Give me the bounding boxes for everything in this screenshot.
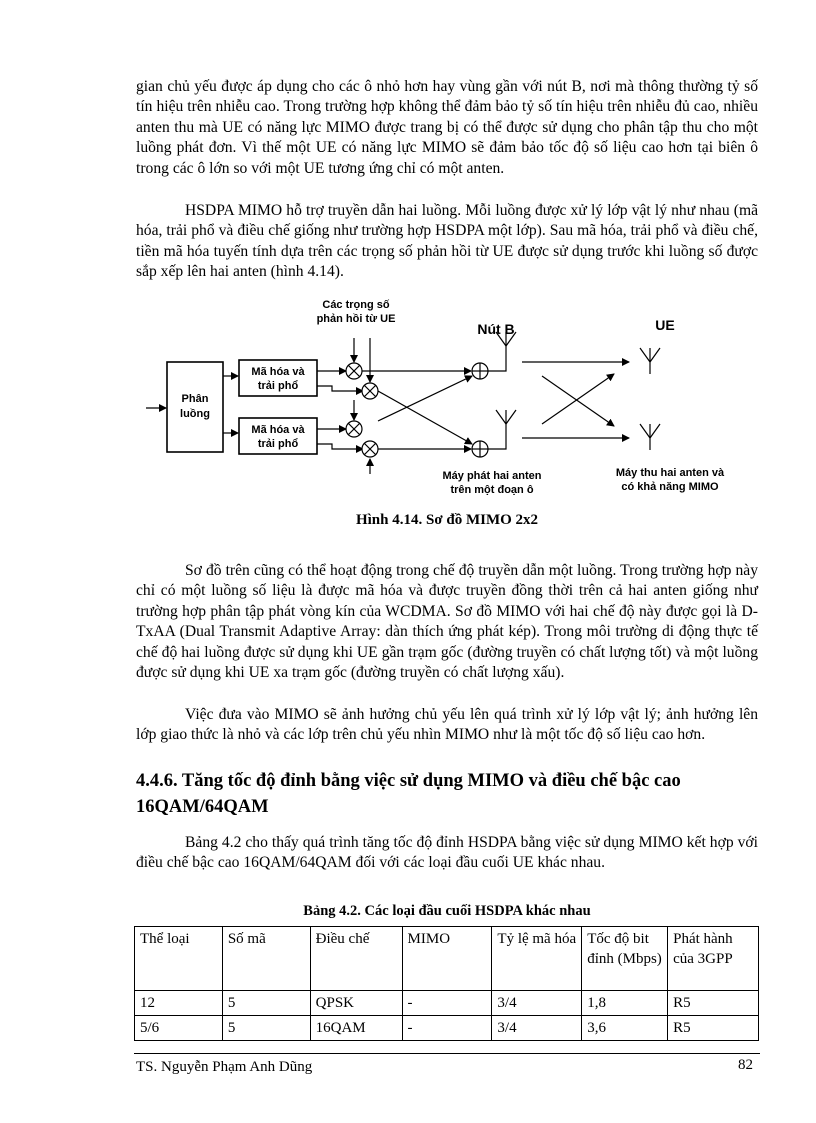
table-cell: 3,6 bbox=[582, 1016, 668, 1041]
table-header-cell: Thể loại bbox=[135, 927, 223, 991]
weights-label-line2: phản hồi từ UE bbox=[316, 313, 396, 325]
figure-caption: Hình 4.14. Sơ đồ MIMO 2x2 bbox=[355, 512, 539, 528]
table-cell: 5 bbox=[222, 1016, 310, 1041]
paragraph-4: Việc đưa vào MIMO sẽ ảnh hưởng chủ yếu lên quá trình xử lý lớp vật lý; ảnh hưởng lên lớp giao thức là nhỏ và các lớp trên chủ yếu nhìn MIMO như là một tốc độ số liệu cao hơn. bbox=[136, 706, 758, 744]
table-cell: 5/6 bbox=[135, 1016, 223, 1041]
multiplier-4 bbox=[362, 441, 378, 457]
terminal-categories-table bbox=[134, 926, 759, 1041]
table-row bbox=[135, 991, 759, 1016]
table-cell: 16QAM bbox=[310, 1016, 402, 1041]
rx-label-line2: có khả năng MIMO bbox=[621, 481, 719, 493]
table-header-cell: Số mã bbox=[222, 927, 310, 991]
paragraph-2: HSDPA MIMO hỗ trợ truyền dẫn hai luồng. Mỗi luồng được xử lý lớp vật lý như nhau (mã hóa, trải phổ và điều chế giống như trường hợp HSDPA một lớp). Sau mã hóa, trải phổ và điều chế, tiền mã hóa tuyến tính dựa trên các trọng số phản hồi từ UE được sử dụng trước khi luồng số được sắp xếp lên hai anten (hình 4.14). bbox=[136, 202, 758, 281]
rx-antenna-2 bbox=[640, 424, 660, 450]
paragraph-1: gian chủ yếu được áp dụng cho các ô nhỏ hơn hay vùng gần với nút B, nơi mà thông thường tỷ số tín hiệu trên nhiễu cao. Trong trường hợp không thể đảm bảo tỷ số tín hiệu trên nhiễu đủ cao, nhiều anten thu mà UE có năng lực MIMO được trang bị có thể được sử dụng cho phân tập thu cho một luồng phát đơn. Vì thế một UE có năng lực MIMO sẽ đảm bảo tốc độ số liệu cao hơn tại biên ô trong các ô lớn so với một UE tương ứng chỉ có một anten. bbox=[136, 78, 758, 177]
splitter-label-line1: Phân bbox=[181, 393, 209, 405]
splitter-box bbox=[167, 362, 223, 452]
table-header-cell: Điều chế bbox=[310, 927, 402, 991]
footer-divider bbox=[134, 1053, 760, 1054]
table-cell: 5 bbox=[222, 991, 310, 1016]
table-cell: R5 bbox=[668, 991, 759, 1016]
rx-label-line1: Máy thu hai anten và bbox=[615, 467, 725, 479]
multiplier-1 bbox=[346, 363, 362, 379]
weights-label-line1: Các trọng số bbox=[322, 299, 390, 311]
nodeb-label: Nút B bbox=[477, 321, 515, 337]
paragraph-5: Bảng 4.2 cho thấy quá trình tăng tốc độ đỉnh HSDPA bằng việc sử dụng MIMO kết hợp với điều chế bậc cao 16QAM/64QAM đối với các loại đầu cuối UE khác nhau. bbox=[136, 834, 758, 872]
multiplier-3 bbox=[346, 421, 362, 437]
table-caption: Bảng 4.2. Các loại đầu cuối HSDPA khác nhau bbox=[303, 903, 591, 919]
tx-label-line1: Máy phát hai anten bbox=[442, 470, 542, 482]
section-heading: 4.4.6. Tăng tốc độ đỉnh bằng việc sử dụng MIMO và điều chế bậc cao 16QAM/64QAM bbox=[136, 771, 681, 817]
table-header-cell: Tốc độ bit đỉnh (Mbps) bbox=[582, 927, 668, 991]
table-cell: QPSK bbox=[310, 991, 402, 1016]
table-cell: 3/4 bbox=[492, 1016, 582, 1041]
page-number: 82 bbox=[738, 1057, 753, 1073]
table-cell: - bbox=[402, 1016, 492, 1041]
rx-antenna-1 bbox=[640, 348, 660, 374]
table-cell: 1,8 bbox=[582, 991, 668, 1016]
table-row bbox=[135, 1016, 759, 1041]
table-cell: 3/4 bbox=[492, 991, 582, 1016]
table-header-cell: Phát hành của 3GPP bbox=[668, 927, 759, 991]
table-cell: 12 bbox=[135, 991, 223, 1016]
splitter-label-line2: luồng bbox=[180, 408, 210, 420]
adder-2 bbox=[472, 441, 488, 457]
adder-1 bbox=[472, 363, 488, 379]
footer-author: TS. Nguyễn Phạm Anh Dũng bbox=[136, 1059, 313, 1075]
table-header-row bbox=[135, 927, 759, 991]
tx-label-line2: trên một đoạn ô bbox=[450, 484, 534, 496]
coder-2-label-line2: trải phổ bbox=[257, 438, 299, 450]
coder-1-label-line1: Mã hóa và bbox=[251, 366, 305, 378]
mimo-diagram bbox=[134, 296, 734, 506]
table-header-cell: Tỷ lệ mã hóa bbox=[492, 927, 582, 991]
ue-label: UE bbox=[655, 317, 675, 333]
table-cell: R5 bbox=[668, 1016, 759, 1041]
coder-2-label-line1: Mã hóa và bbox=[251, 424, 305, 436]
paragraph-3: Sơ đồ trên cũng có thể hoạt động trong chế độ truyền dẫn một luồng. Trong trường hợp này chỉ có một luồng số liệu là được mã hóa và được truyền đồng thời trên cả hai anten giống như trường hợp phân tập phát vòng kín của WCDMA. Sơ đồ MIMO với hai chế độ này được gọi là D-TxAA (Dual Transmit Adaptive Array: dàn thích ứng phát kép). Trong môi trường di động thực tế chế độ hai luồng được sử dụng khi UE gần trạm gốc (đường truyền có chất lượng tốt) và một luồng được sử dụng khi UE xa trạm gốc (đường truyền có chất lượng xấu). bbox=[136, 562, 758, 682]
table-header-cell: MIMO bbox=[402, 927, 492, 991]
mimo-diagram-svg bbox=[134, 296, 734, 506]
table-cell: - bbox=[402, 991, 492, 1016]
multiplier-2 bbox=[362, 383, 378, 399]
coder-1-label-line2: trải phổ bbox=[257, 380, 299, 392]
tx-antenna-2 bbox=[496, 410, 516, 424]
